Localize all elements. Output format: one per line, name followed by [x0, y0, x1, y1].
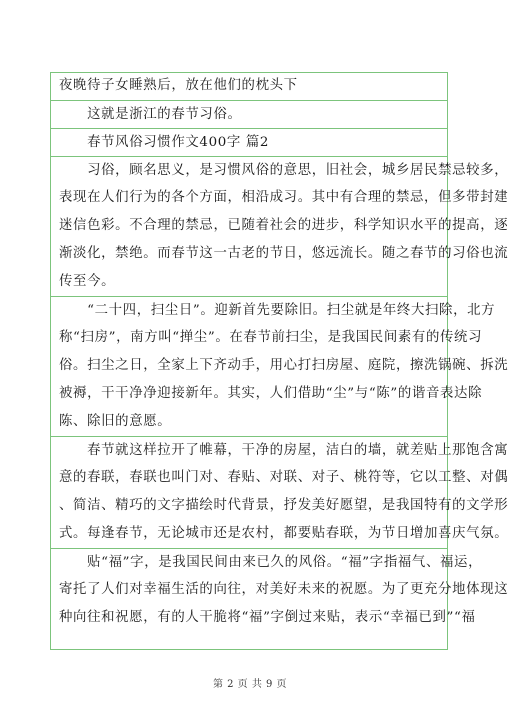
- text-line: [51, 604, 476, 632]
- page-footer: 第 2 页 共 9 页: [212, 679, 288, 690]
- line-text: 种向往和祝愿，有的人干脆将“福”字倒过来贴，表示“幸福已到”“福: [59, 610, 476, 625]
- text-line: [51, 212, 508, 240]
- line-text: 陈、除旧的意愿。: [59, 414, 172, 429]
- line-text: 春节就这样拉开了帷幕，干净的房屋，洁白的墙，就差贴上那饱含寓: [59, 443, 508, 458]
- line-text: 被褥，干干净净迎接新年。其实，人们借助“尘”与“陈”的谐音表达除: [59, 386, 483, 401]
- text-line: [51, 100, 447, 128]
- line-text: 习俗，顾名思义，是习惯风俗的意思，旧社会，城乡居民禁忌较多，: [59, 163, 508, 178]
- text-line: [51, 408, 447, 436]
- line-text: 渐淡化，禁绝。而春节这一古老的节日，悠远流长。随之春节的习俗也流: [59, 246, 508, 261]
- line-text: 贴“福”字，是我国民间由来已久的风俗。“福”字指福气、福运，: [59, 555, 483, 570]
- text-line: [51, 520, 508, 548]
- line-text: 迷信色彩。不合理的禁忌，已随着社会的进步，科学知识水平的提高，逐: [59, 218, 508, 233]
- line-text: 这就是浙江的春节习俗。: [59, 107, 242, 122]
- line-text: 意的春联，春联也叫门对、春贴、对联、对子、桃符等，它以工整、对偶: [59, 470, 508, 485]
- text-line: [51, 128, 447, 156]
- line-text: 、简洁、精巧的文字描绘时代背景，抒发美好愿望，是我国特有的文学形: [59, 498, 508, 513]
- text-line: [51, 240, 508, 268]
- text-line: [51, 548, 483, 576]
- line-text: 表现在人们行为的各个方面，相沿成习。其中有合理的禁忌，但多带封建: [59, 190, 508, 205]
- line-text: 称“扫房”，南方叫“掸尘”。在春节前扫尘，是我国民间素有的传统习: [59, 330, 483, 345]
- text-line: [51, 268, 447, 296]
- text-line: [51, 156, 508, 184]
- text-frame: [50, 72, 508, 650]
- line-text: “二十四，扫尘日”。迎新首先要除旧。扫尘就是年终大扫除，北方: [59, 303, 496, 318]
- text-line: [51, 352, 508, 380]
- text-line: [51, 492, 508, 520]
- text-line: [51, 576, 508, 604]
- line-text: 式。每逢春节，无论城市还是农村，都要贴春联，为节日增加喜庆气氛。: [59, 526, 508, 541]
- line-text: 夜晚待子女睡熟后，放在他们的枕头下: [59, 78, 298, 93]
- line-text: 俗。扫尘之日，全家上下齐动手，用心打扫房屋、庭院，擦洗锅碗、拆洗: [59, 358, 508, 373]
- text-line: [51, 324, 483, 352]
- text-line: [51, 72, 447, 100]
- line-text: 传至今。: [59, 274, 116, 289]
- line-text: 春节风俗习惯作文400字 篇2: [59, 135, 270, 150]
- text-line: [51, 184, 508, 212]
- line-text: 寄托了人们对幸福生活的向往，对美好未来的祝愿。为了更充分地体现这: [59, 582, 508, 597]
- text-line: [51, 296, 496, 324]
- text-line: [51, 436, 508, 464]
- text-line: [51, 464, 508, 492]
- text-line: [51, 380, 483, 408]
